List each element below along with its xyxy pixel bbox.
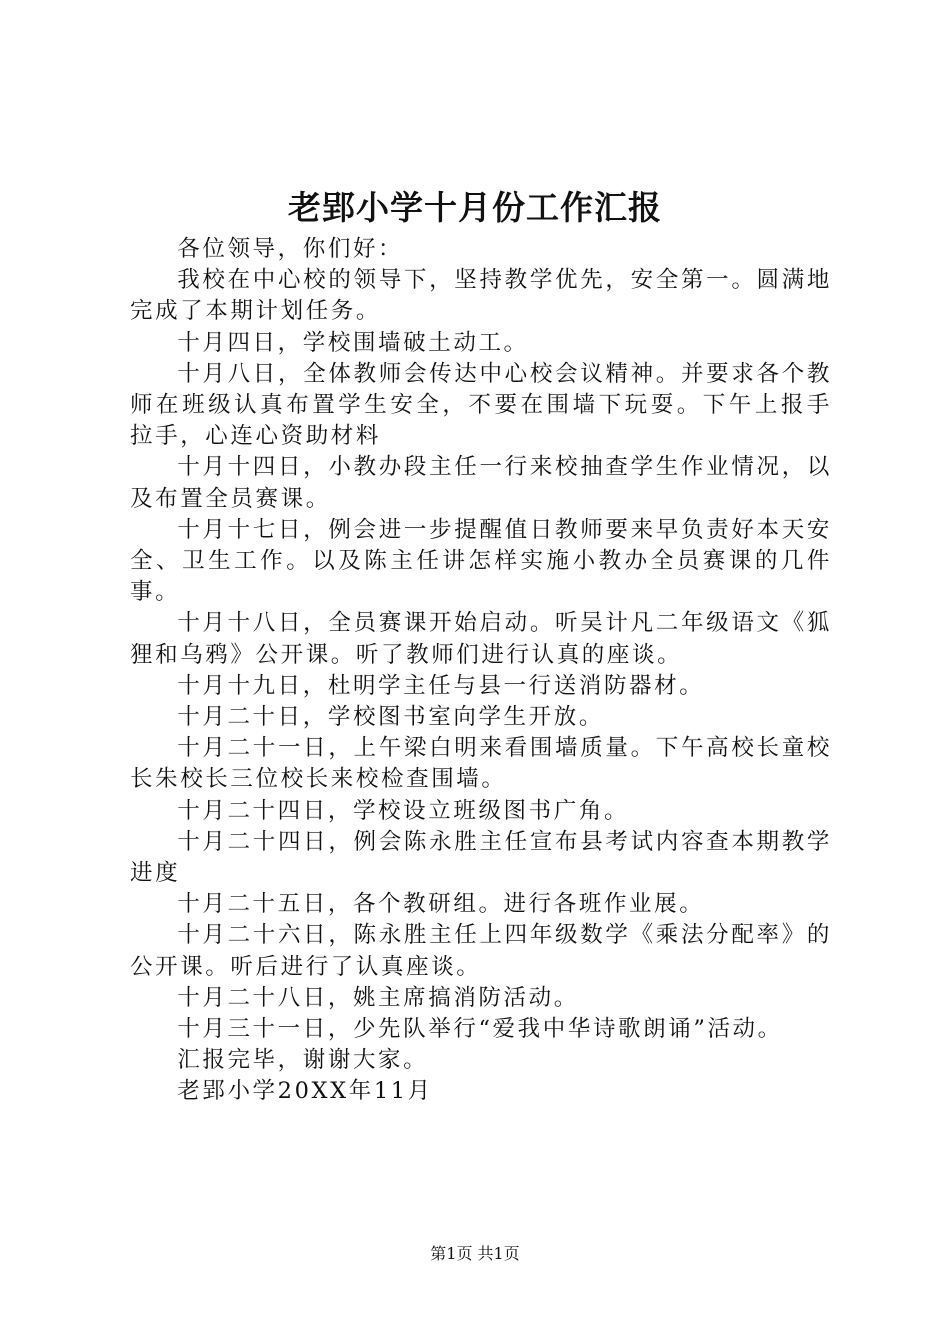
paragraph: 十月二十八日，姚主席搞消防活动。 (177, 984, 579, 1011)
paragraph: 十月二十一日，上午梁白明来看围墙质量。下午高校长童校长朱校长三位校长来校检查围墙。 (130, 735, 832, 793)
paragraph: 我校在中心校的领导下，坚持教学优先，安全第一。圆满地完成了本期计划任务。 (130, 267, 832, 325)
page-footer: 第1页 共1页 (430, 1244, 520, 1263)
signature-line: 老郢小学20XX年11月 (177, 1078, 433, 1105)
paragraph: 十月四日，学校围墙破土动工。 (177, 329, 529, 356)
paragraph: 十月十九日，杜明学主任与县一行送消防器材。 (177, 672, 705, 699)
paragraph: 十月二十四日，学校设立班级图书广角。 (177, 797, 630, 824)
paragraph: 汇报完毕，谢谢大家。 (177, 1047, 429, 1074)
paragraph: 十月二十四日，例会陈永胜主任宣布县考试内容查本期教学进度 (130, 828, 832, 887)
paragraph: 十月二十日，学校图书室向学生开放。 (177, 704, 604, 731)
paragraph: 十月二十六日，陈永胜主任上四年级数学《乘法分配率》的公开课。听后进行了认真座谈。 (130, 922, 832, 980)
paragraph: 各位领导，你们好： (177, 236, 404, 262)
paragraph: 十月十四日，小教办段主任一行来校抽查学生作业情况，以及布置全员赛课。 (130, 454, 832, 512)
paragraph: 十月十八日，全员赛课开始启动。听吴计凡二年级语文《狐狸和乌鸦》公开课。听了教师们进行认真的座谈。 (130, 610, 832, 668)
paragraph: 十月八日，全体教师会传达中心校会议精神。并要求各个教师在班级认真布置学生安全，不要在围墙下玩耍。下午上报手拉手，心连心资助材料 (130, 360, 832, 450)
document-title: 老郢小学十月份工作汇报 (288, 188, 662, 227)
document-body (130, 234, 832, 1108)
paragraph: 十月二十五日，各个教研组。进行各班作业展。 (177, 891, 705, 918)
paragraph: 十月三十一日，少先队举行“爱我中华诗歌朗诵”活动。 (177, 1016, 783, 1043)
paragraph: 十月十七日，例会进一步提醒值日教师要来早负责好本天安全、卫生工作。以及陈主任讲怎样实施小教办全员赛课的几件事。 (130, 516, 832, 606)
